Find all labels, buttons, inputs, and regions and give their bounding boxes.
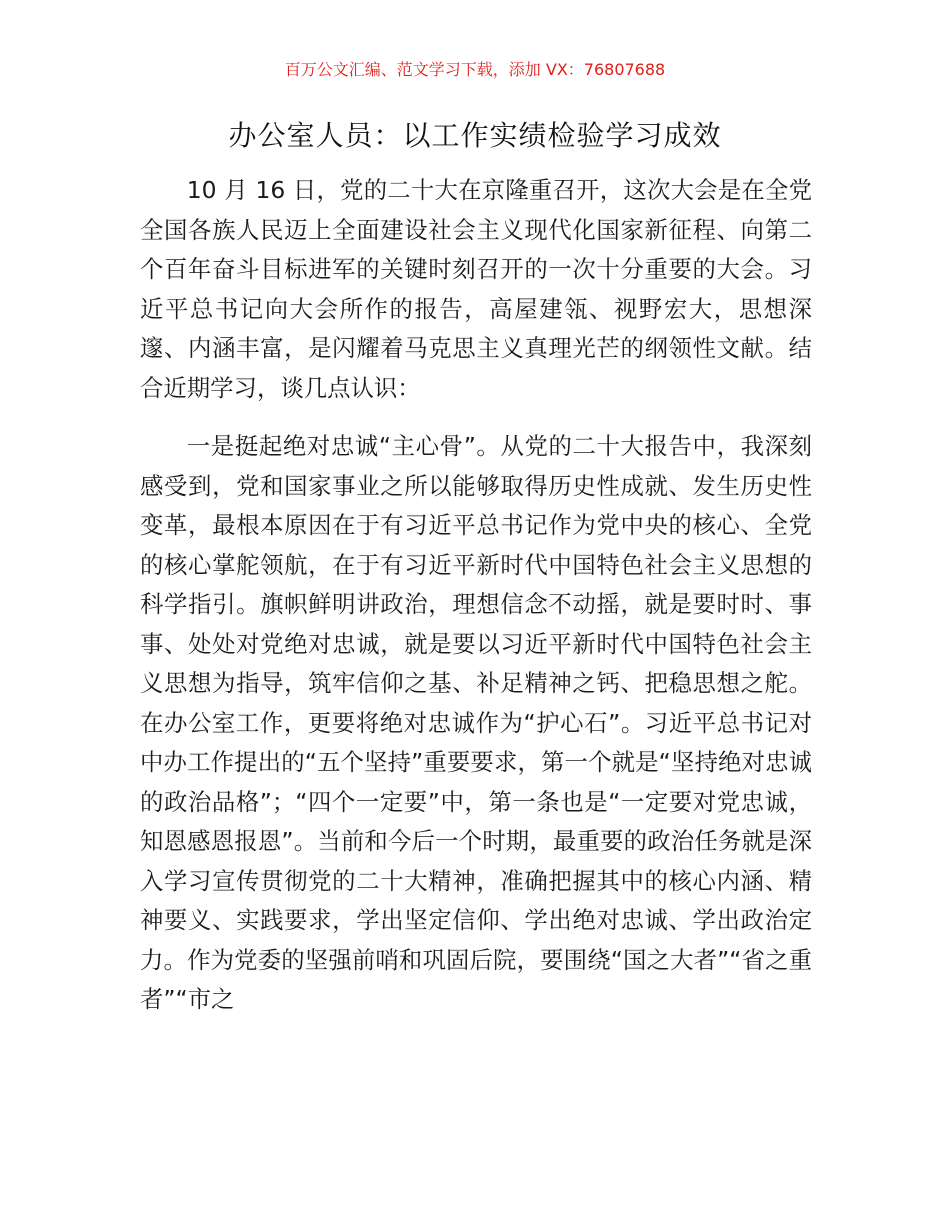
- document-body: [140, 171, 812, 1020]
- header-watermark-text: 百万公文汇编、范文学习下载，添加 VX：76807688: [284, 60, 666, 79]
- paragraph-loyalty: 一是挺起绝对忠诚“主心骨”。从党的二十大报告中，我深刻感受到，党和国家事业之所以能够取得历史性成就、发生历史性变革，最根本原因在于有习近平总书记作为党中央的核心、全党的核心掌舵领航，在于有习近平新时代中国特色社会主义思想的科学指引。旗帜鲜明讲政治，理想信念不动摇，就是要时时、事事、处处对党绝对忠诚，就是要以习近平新时代中国特色社会主义思想为指导，筑牢信仰之基、补足精神之钙、把稳思想之舵。在办公室工作，更要将绝对忠诚作为“护心石”。习近平总书记对中办工作提出的“五个坚持”重要要求，第一个就是“坚持绝对忠诚的政治品格”；“四个一定要”中，第一条也是“一定要对党忠诚，知恩感恩报恩”。当前和今后一个时期，最重要的政治任务就是深入学习宣传贯彻党的二十大精神，准确把握其中的核心内涵、精神要义、实践要求，学出坚定信仰、学出绝对忠诚、学出政治定力。作为党委的坚强前哨和巩固后院，要围绕“国之大者”“省之重者”“市之: [140, 432, 812, 1013]
- paragraph-spacer: [140, 408, 812, 427]
- paragraph-intro: 10 月 16 日，党的二十大在京隆重召开，这次大会是在全党全国各族人民迈上全面建设社会主义现代化国家新征程、向第二个百年奋斗目标进军的关键时刻召开的一次十分重要的大会。习近平总书记向大会所作的报告，高屋建瓴、视野宏大，思想深邃、内涵丰富，是闪耀着马克思主义真理光芒的纲领性文献。结合近期学习，谈几点认识：: [140, 176, 812, 402]
- document-title: 办公室人员：以工作实绩检验学习成效: [228, 119, 722, 152]
